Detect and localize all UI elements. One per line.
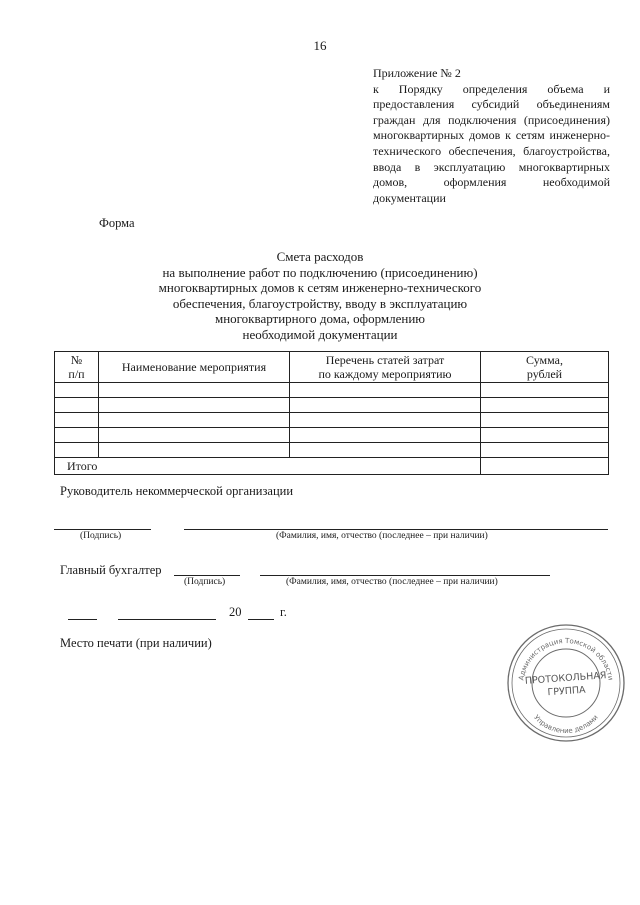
accountant-fio-caption: (Фамилия, имя, отчество (последнее – при наличии) <box>286 577 498 587</box>
table-row <box>55 383 609 398</box>
title-line: на выполнение работ по подключению (присоединению) <box>162 264 478 280</box>
accountant-fio-line <box>260 575 550 576</box>
accountant-signature-caption: (Подпись) <box>184 577 226 587</box>
stamp-center-line2: ГРУППА <box>547 684 586 699</box>
date-year-suffix: г. <box>280 605 287 619</box>
date-day-line <box>68 619 97 620</box>
form-label: Форма <box>99 216 135 230</box>
header-activity-name: Наименование мероприятия <box>99 352 290 383</box>
title-line: необходимой документации <box>242 326 398 342</box>
appendix-text: к Порядку определения объема и предоставления субсидий объединениям граждан для подключения (присоединения) многоквартирных домов к сетям инженерно-технического обеспечения, благоустройства, ввода в эксплуатацию многоквартирных домов, оформления необходимой документации <box>373 81 610 205</box>
title-line: многоквартирного дома, оформлению <box>214 311 426 326</box>
document-title <box>0 249 640 342</box>
head-signature-line <box>54 529 151 530</box>
appendix-block <box>373 66 610 206</box>
header-number: № п/п <box>55 352 99 383</box>
stamp-seal <box>505 622 627 744</box>
date-year-line <box>248 619 274 620</box>
seal-label: Место печати (при наличии) <box>60 636 212 650</box>
header-cost-items: Перечень статей затрат по каждому мероприятию <box>290 352 481 383</box>
table-row <box>55 398 609 413</box>
stamp-outer-text-bottom: Управление делами <box>532 713 600 736</box>
title-line: многоквартирных домов к сетям инженерно-технического <box>158 280 482 295</box>
date-year-prefix: 20 <box>229 605 242 619</box>
date-month-line <box>118 619 216 620</box>
header-sum: Сумма, рублей <box>481 352 609 383</box>
accountant-signature-line <box>174 575 240 576</box>
head-signature-caption: (Подпись) <box>80 531 122 541</box>
table-row <box>55 413 609 428</box>
total-sum-cell <box>481 458 609 475</box>
accountant-label: Главный бухгалтер <box>60 563 162 577</box>
page-number: 16 <box>313 38 327 53</box>
appendix-title: Приложение № 2 <box>373 66 461 80</box>
table-total-row <box>55 458 609 475</box>
title-line: обеспечения, благоустройству, вводу в эксплуатацию <box>172 295 468 311</box>
head-fio-caption: (Фамилия, имя, отчество (последнее – при наличии) <box>276 531 488 541</box>
stamp-outer-text-top: Администрация Томской области <box>517 636 615 681</box>
title-line: Смета расходов <box>276 249 364 264</box>
stamp-center-line1: ПРОТОКОЛЬНАЯ <box>524 670 607 687</box>
table-row <box>55 428 609 443</box>
estimate-table <box>54 351 609 475</box>
table-header-row <box>55 352 609 383</box>
head-fio-line <box>184 529 608 530</box>
total-label: Итого <box>55 458 481 475</box>
table-row <box>55 443 609 458</box>
head-label: Руководитель некоммерческой организации <box>60 484 294 498</box>
